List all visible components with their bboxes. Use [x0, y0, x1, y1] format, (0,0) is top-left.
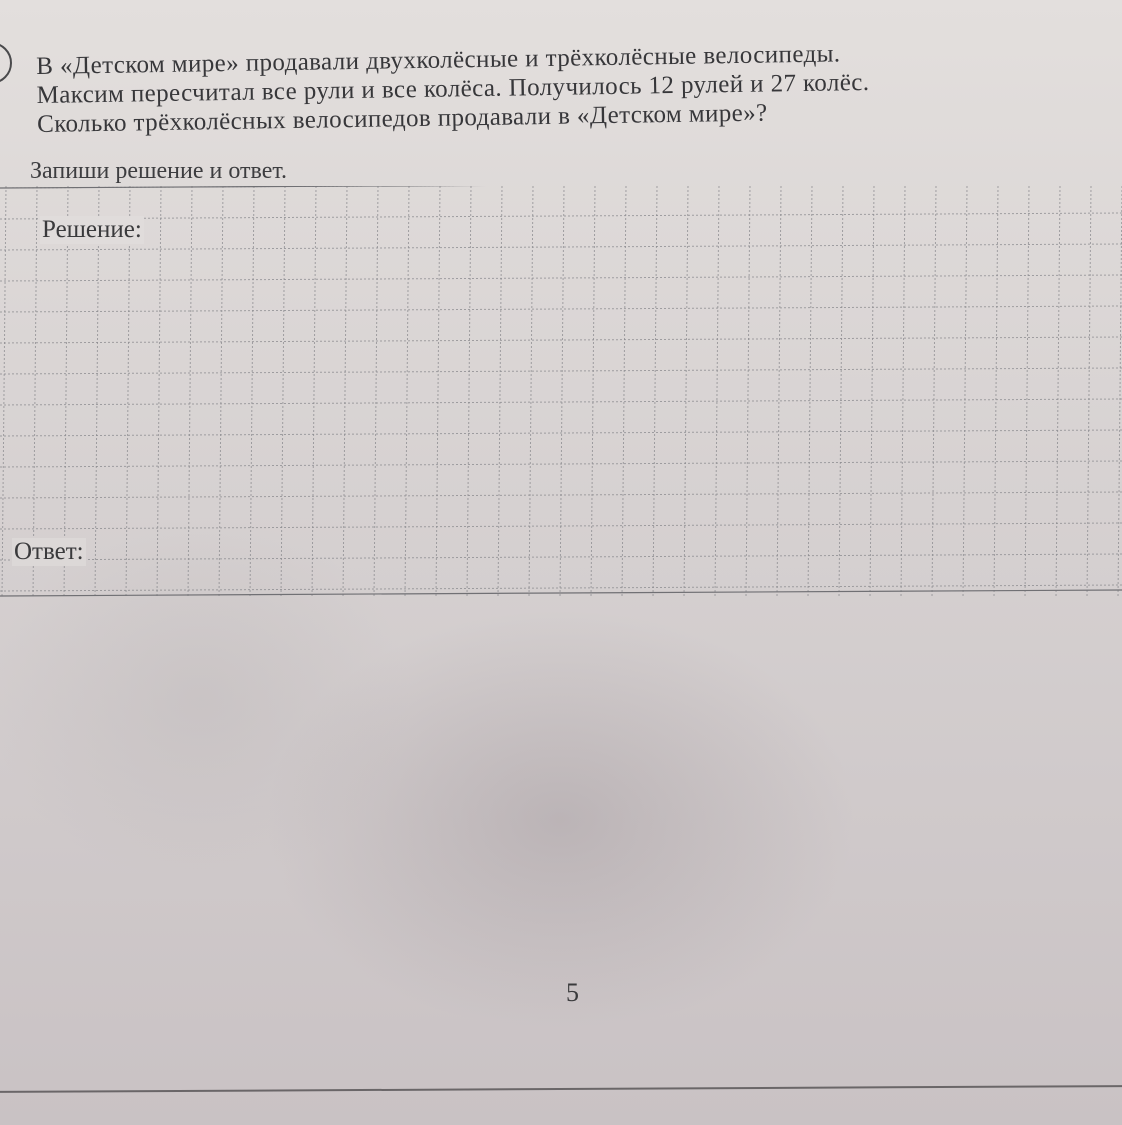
grid-horizontal-line	[0, 244, 1122, 250]
problem-line-2: Максим пересчитал все рули и все колёса. Получилось 12 рулей и 27 колёс.	[36, 68, 870, 109]
grid-vertical-line	[219, 186, 223, 598]
grid-horizontal-line	[0, 430, 1122, 436]
grid-vertical-line	[653, 186, 657, 598]
grid-vertical-line	[281, 186, 285, 598]
grid-vertical-line	[901, 186, 905, 598]
instruction-text: Запиши решение и ответ.	[30, 158, 288, 184]
grid-vertical-line	[312, 186, 316, 598]
grid-vertical-line	[746, 186, 750, 598]
grid-horizontal-line	[0, 275, 1122, 281]
grid-vertical-line	[932, 186, 936, 598]
grid-vertical-line	[2, 186, 6, 598]
grid-vertical-line	[1056, 186, 1060, 598]
grid-border-line	[0, 590, 1122, 596]
grid-vertical-line	[64, 186, 68, 598]
grid-horizontal-line	[0, 368, 1122, 374]
grid-horizontal-line	[0, 337, 1122, 343]
grid-horizontal-line	[0, 306, 1122, 312]
grid-vertical-line	[994, 186, 998, 598]
grid-vertical-line	[95, 186, 99, 598]
grid-vertical-line	[1087, 186, 1091, 598]
grid-vertical-line	[1118, 186, 1122, 598]
grid-vertical-line	[126, 186, 130, 598]
solution-label: Решение:	[42, 216, 142, 243]
grid-vertical-line	[622, 186, 626, 598]
problem-line-1: В «Детском мире» продавали двухколёсные и трёхколёсные велосипеды.	[36, 40, 841, 80]
grid-lines	[0, 186, 1122, 598]
grid-vertical-line	[529, 186, 533, 598]
grid-vertical-line	[777, 186, 781, 598]
grid-vertical-line	[250, 186, 254, 598]
grid-vertical-line	[157, 186, 161, 598]
grid-horizontal-line	[0, 213, 1122, 219]
bottom-divider	[0, 1085, 1122, 1093]
page-number: 5	[566, 978, 579, 1007]
problem-line-3: Сколько трёхколёсных велосипедов продавали в «Детском мире»?	[36, 99, 768, 138]
grid-vertical-line	[839, 186, 843, 598]
task-number-circle	[0, 42, 12, 84]
grid-vertical-line	[963, 186, 967, 598]
answer-grid	[0, 186, 1122, 598]
grid-vertical-line	[188, 186, 192, 598]
grid-vertical-line	[591, 186, 595, 598]
grid-vertical-line	[33, 186, 37, 598]
grid-horizontal-line	[0, 585, 1122, 591]
problem-text	[36, 35, 1107, 139]
grid-horizontal-line	[0, 554, 1122, 560]
answer-label: Ответ:	[14, 538, 84, 565]
grid-vertical-line	[560, 186, 564, 598]
grid-vertical-line	[870, 186, 874, 598]
grid-horizontal-line	[0, 399, 1122, 405]
grid-border-line	[0, 186, 1122, 188]
grid-vertical-line	[808, 186, 812, 598]
grid-vertical-line	[1025, 186, 1029, 598]
grid-vertical-line	[684, 186, 688, 598]
grid-vertical-line	[715, 186, 719, 598]
